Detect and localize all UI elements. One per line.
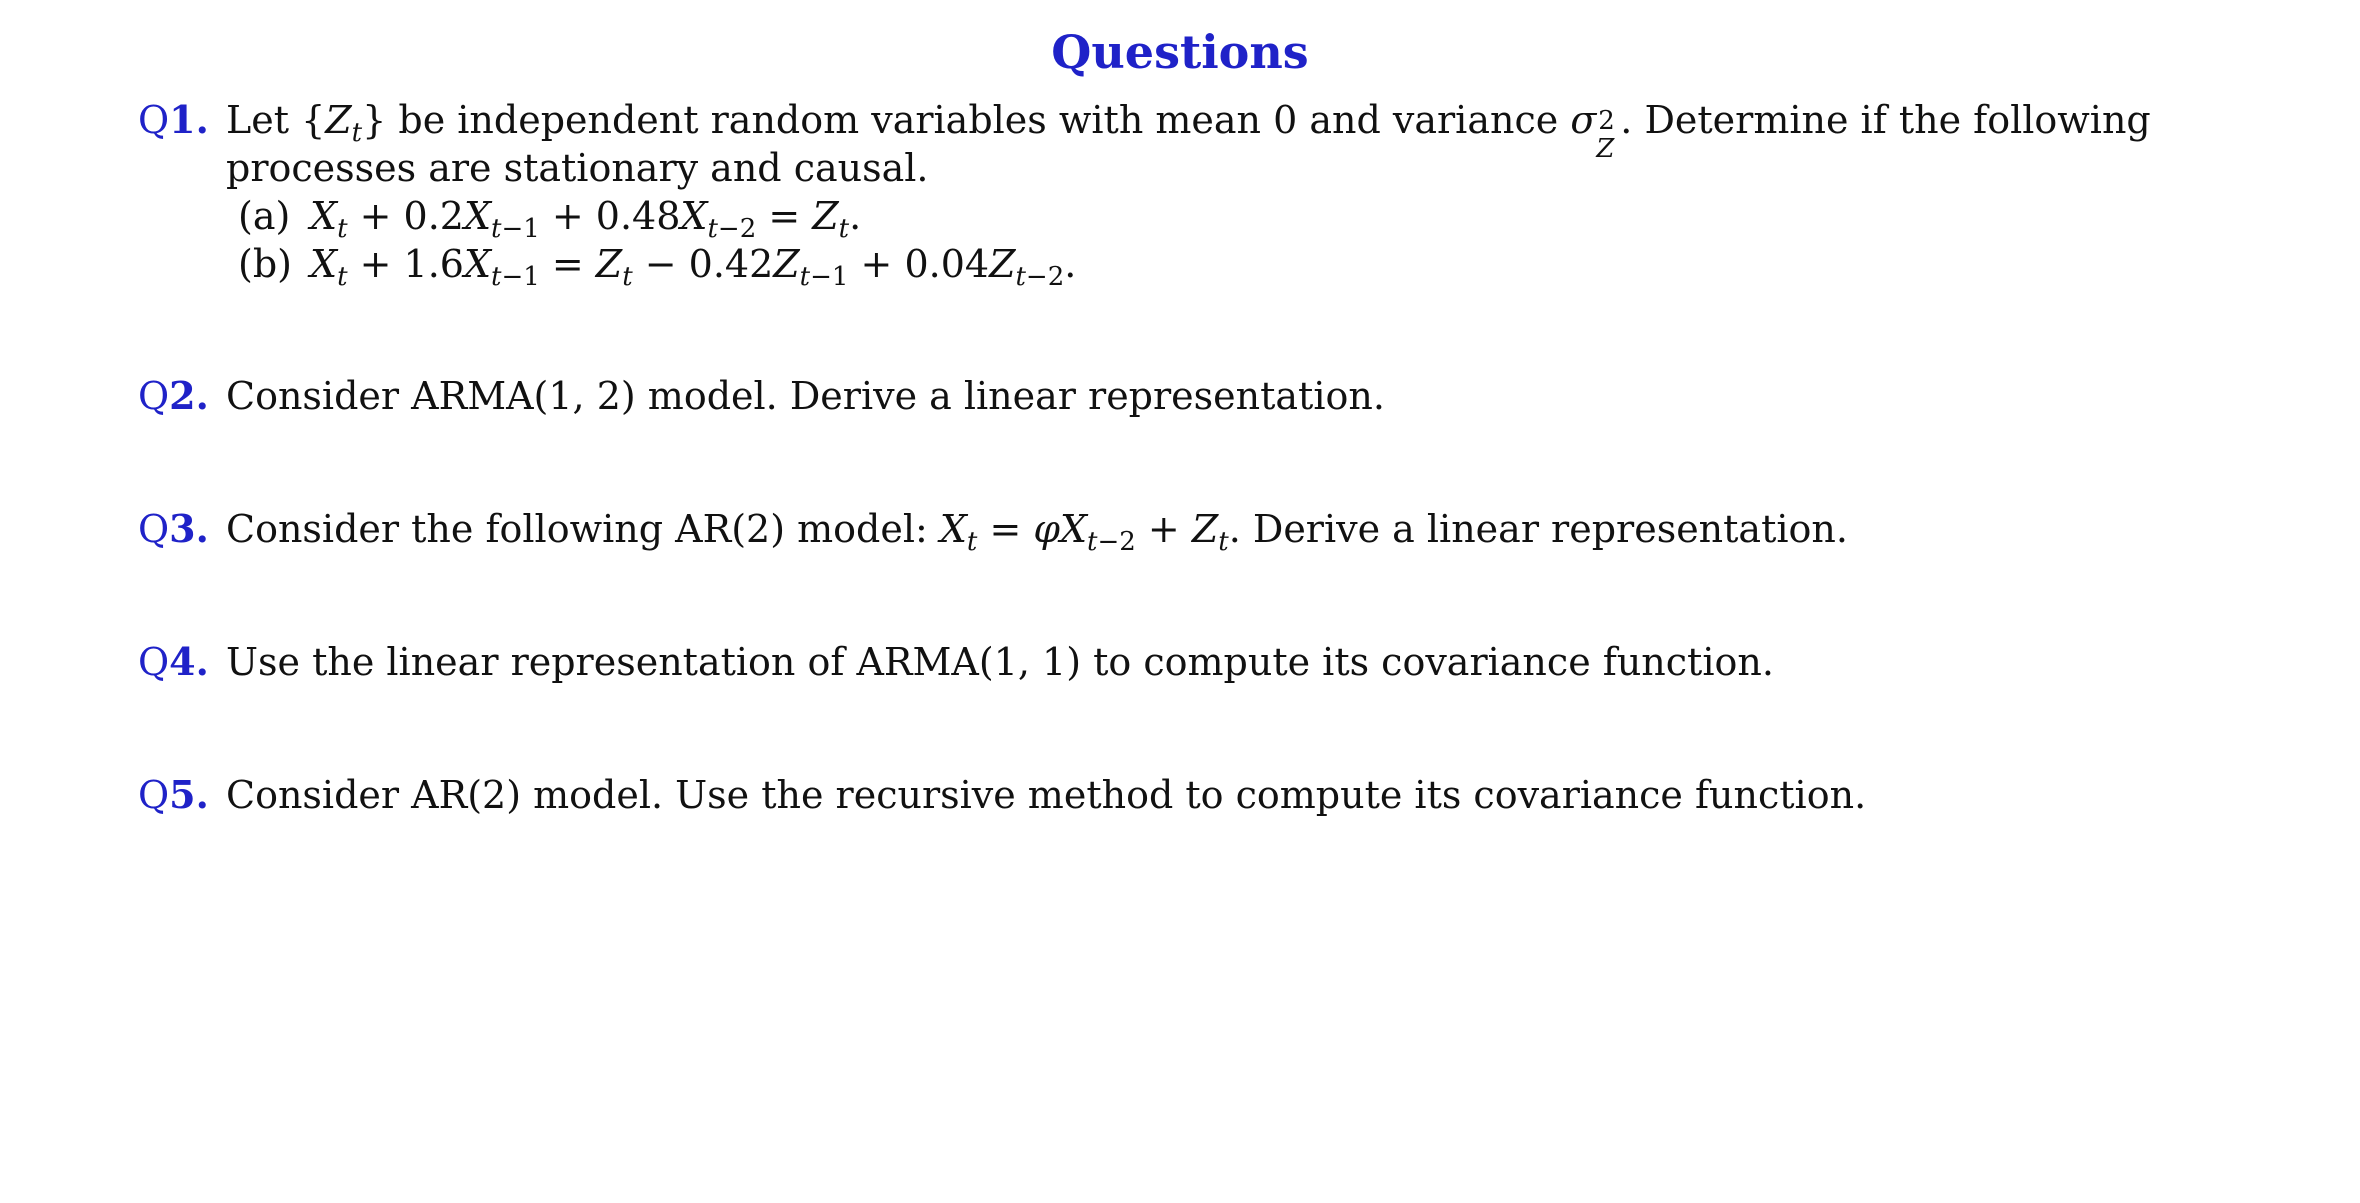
question-4-label: Q4. (138, 639, 209, 684)
question-1-label: Q1. (138, 97, 209, 142)
question-3 (138, 505, 2218, 557)
question-2-body: Consider ARMA(1, 2) model. Derive a linear representation. (226, 374, 1385, 418)
question-1 (138, 96, 2218, 292)
question-1-part-b: (b) $X_t + 1.6X_{t-1} = Z_t - 0.42Z_{t-1} + 0.04Z_{t-2}$. (238, 242, 1077, 292)
question-5-body: Consider AR(2) model. Use the recursive method to compute its covariance function. (226, 773, 1867, 817)
question-1-part-a: (a) $X_t + 0.2X_{t-1} + 0.48X_{t-2} = Z_t$. (238, 194, 862, 244)
question-4-body: Use the linear representation of ARMA(1, 1) to compute its covariance function. (226, 640, 1774, 684)
question-3-body: Consider the following AR(2) model: $X_t = \varphi X_{t-2} + Z_t$. Derive a linear representation. (226, 507, 1848, 557)
question-5 (138, 771, 2218, 819)
question-1-parts (226, 192, 2218, 292)
question-2-label: Q2. (138, 373, 209, 418)
question-4 (138, 638, 2218, 686)
question-2 (138, 372, 2218, 420)
question-5-label: Q5. (138, 772, 209, 817)
question-1-body: Let $\{Z_t\}$ be independent random variables with mean 0 and variance σ 2 Z . Determine if the following processes are stationary and causal. (226, 98, 2151, 190)
page-title: Questions (1051, 25, 1309, 79)
question-3-label: Q3. (138, 506, 209, 551)
